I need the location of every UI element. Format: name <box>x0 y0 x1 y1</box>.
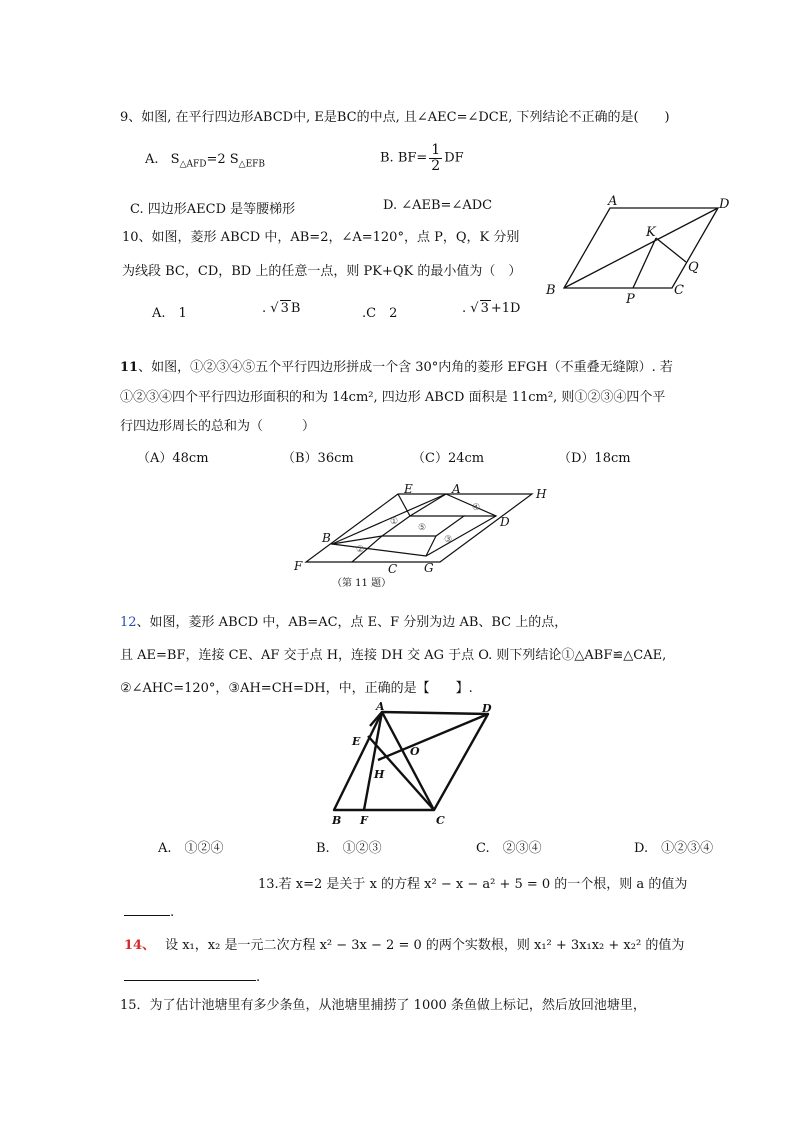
q11-caption: （第 11 题） <box>332 578 392 589</box>
q11-label-d: D <box>500 515 510 529</box>
q11-line2: ①②③④四个平行四边形面积的和为 14cm², 四边形 ABCD 面积是 11cm², 则①②③④四个平 <box>120 390 666 405</box>
q14-number: 14、 <box>124 938 156 953</box>
q12-label-f: F <box>360 814 368 827</box>
q11-circle-1: ① <box>390 517 399 527</box>
q13-text: 13.若 x=2 是关于 x 的方程 x² − x − a² + 5 = 0 的一个根，则 a 的值为 <box>258 877 688 892</box>
q12-line1 <box>120 611 567 630</box>
q9-option-a-sub1: △AFD <box>179 159 207 170</box>
q11-label-g: G <box>424 561 434 575</box>
q12-line2: 且 AE=BF，连接 CE、AF 交于点 H，连接 DH 交 AG 于点 O. 则下列结论①△ABF≌△CAE, <box>120 648 667 663</box>
q11-option-d: （D）18cm <box>558 451 631 466</box>
q11-line3: 行四边形周长的总和为（ ） <box>120 419 316 434</box>
q10-line1: 10、如图，菱形 ABCD 中，AB=2，∠A=120°，点 P，Q，K 分别 <box>122 230 520 245</box>
q11-number: 11 <box>120 360 139 375</box>
q9-option-a-s1: S <box>170 152 180 167</box>
q12-option-c: C. ②③④ <box>476 841 542 856</box>
q12-line1-text: 、如图，菱形 ABCD 中，AB=AC，点 E、F 分别为边 AB、BC 上的点， <box>136 615 568 630</box>
q9-option-b-denominator: 2 <box>431 157 441 174</box>
q11-label-h: H <box>536 487 547 501</box>
q14-line <box>124 934 684 953</box>
q9-option-b-suffix: DF <box>444 150 464 166</box>
q12-option-d: D. ①②③④ <box>634 841 714 856</box>
q10-label-d: D <box>719 197 730 212</box>
q11-line1-text: 、如图，①②③④⑤五个平行四边形拼成一个含 30°内角的菱形 EFGH（不重叠无缝隙）. 若 <box>138 360 673 375</box>
q10-label-k: K <box>646 225 656 240</box>
q9-option-b-prefix: B. BF= <box>380 150 428 166</box>
q11-option-b: （B）36cm <box>282 451 354 466</box>
q10-line2: 为线段 BC，CD，BD 上的任意一点，则 PK+QK 的最小值为（ ） <box>122 264 522 279</box>
q14-answer-blank <box>124 966 256 981</box>
q11-label-e: E <box>404 482 413 496</box>
q11-option-a: （A）48cm <box>137 451 209 466</box>
q10-label-q: Q <box>688 260 699 275</box>
q9-option-a <box>145 152 265 170</box>
q11-circle-2: ② <box>356 545 365 555</box>
q15-text: 15．为了估计池塘里有多少条鱼，从池塘里捕捞了 1000 条鱼做上标记，然后放回池塘里， <box>120 998 646 1013</box>
q9-option-b-fraction <box>429 143 442 173</box>
q10-option-d-dot: . <box>462 301 467 316</box>
q10-option-c: .C 2 <box>362 306 398 321</box>
q12-option-b: B. ①②③ <box>316 841 382 856</box>
q12-figure <box>322 700 512 830</box>
q12-label-o: O <box>410 745 420 758</box>
q10-figure <box>536 194 736 306</box>
q12-line3: ②∠AHC=120°，③AH=CH=DH，中，正确的是【 】. <box>120 681 473 696</box>
q9-option-c: C. 四边形AECD 是等腰梯形 <box>130 202 296 217</box>
q11-circle-3: ③ <box>444 535 453 545</box>
q11-figure <box>286 480 556 590</box>
q9-option-a-label: A. <box>145 152 159 167</box>
q13-answer-blank <box>124 901 170 916</box>
q10-option-a: A. 1 <box>152 306 187 321</box>
q12-number: 12 <box>120 615 137 630</box>
q9-stem: 9、如图, 在平行四边形ABCD中, E是BC的中点, 且∠AEC=∠DCE, 下列结论不正确的是( ) <box>120 110 670 125</box>
q12-label-e: E <box>352 735 361 748</box>
q14-end: . <box>256 970 261 985</box>
q11-label-a: A <box>452 482 461 496</box>
q14-text: 设 x₁，x₂ 是一元二次方程 x² − 3x − 2 = 0 的两个实数根，则 x₁² + 3x₁x₂ + x₂² 的值为 <box>165 938 685 953</box>
q10-option-d-rest: +1D <box>490 301 521 316</box>
q10-option-d: . √ 3 +1D <box>462 301 521 316</box>
q10-label-c: C <box>674 283 684 298</box>
q11-label-f: F <box>294 559 303 573</box>
q10-option-d-radicand: 3 <box>480 301 489 316</box>
q10-option-b-radicand: 3 <box>280 301 289 316</box>
q12-label-h: H <box>374 768 385 781</box>
q9-option-a-eq: =2 S <box>206 152 239 167</box>
q14-answer <box>124 966 260 985</box>
q11-option-c: （C）24cm <box>412 451 485 466</box>
q11-label-c: C <box>388 562 398 576</box>
q11-label-b: B <box>322 531 331 545</box>
q12-option-a: A. ①②④ <box>158 841 224 856</box>
q10-option-b-letter: B <box>290 301 301 316</box>
q10-label-b: B <box>546 283 556 298</box>
q11-line1 <box>120 356 673 375</box>
q10-option-b: . √ 3 B <box>262 301 301 316</box>
q10-label-a: A <box>608 194 618 209</box>
q9-option-d: D. ∠AEB=∠ADC <box>383 198 493 213</box>
q12-label-d: D <box>482 702 492 715</box>
q12-label-c: C <box>436 814 445 827</box>
q12-label-a: A <box>376 700 385 713</box>
q11-circle-5: ⑤ <box>418 523 427 533</box>
q9-option-b <box>380 143 464 173</box>
q13-answer <box>124 901 174 920</box>
q12-label-b: B <box>332 814 342 827</box>
q10-option-b-dot: . <box>262 301 267 316</box>
q12-segment-af <box>364 712 382 810</box>
q11-circle-4: ④ <box>472 503 481 513</box>
q10-label-p: P <box>626 292 635 306</box>
q13-end: . <box>170 905 175 920</box>
q9-option-b-numerator: 1 <box>431 142 441 158</box>
q10-segment-kq <box>656 238 686 262</box>
q9-option-a-sub2: △EFB <box>238 159 266 170</box>
q12-rhombus <box>334 712 488 810</box>
